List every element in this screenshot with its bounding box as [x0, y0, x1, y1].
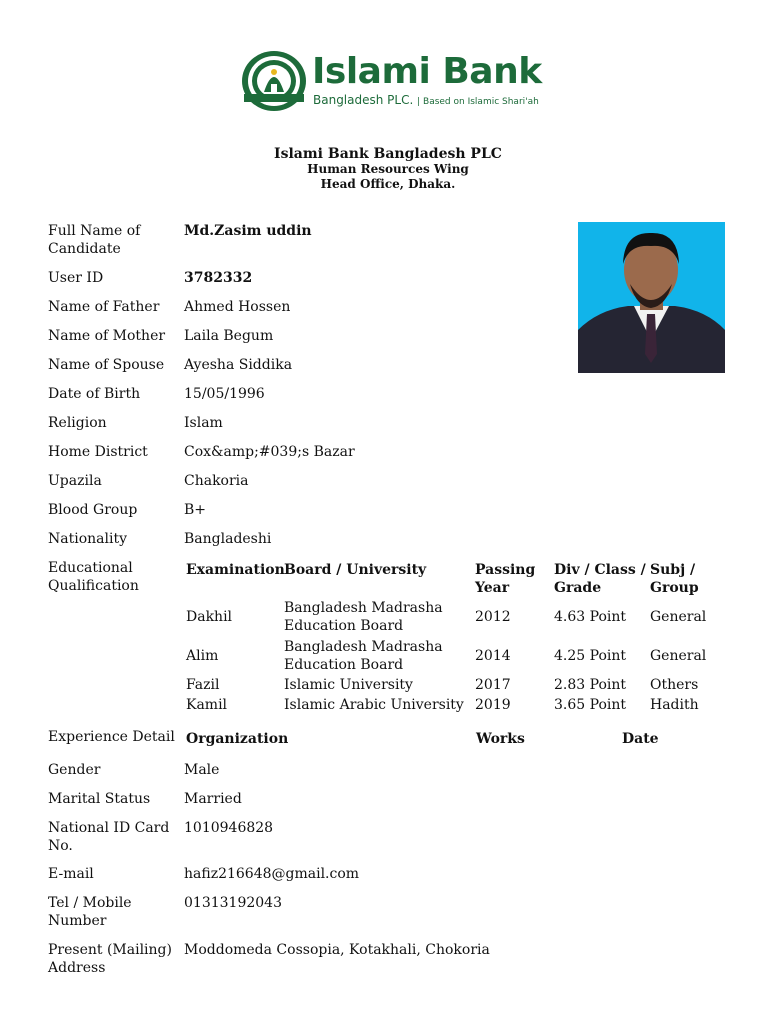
user-id-label: User ID	[48, 270, 104, 286]
user-id-value: 3782332	[184, 270, 253, 286]
upazila-value: Chakoria	[184, 473, 249, 489]
religion-label: Religion	[48, 415, 107, 431]
brand-tagline: | Based on Islamic Shari'ah	[417, 97, 539, 107]
edu-row-year: 2017	[475, 677, 511, 693]
nationality-label: Nationality	[48, 531, 127, 547]
edu-row-exam: Kamil	[186, 697, 228, 713]
brand-sub-text: Bangladesh PLC.	[313, 93, 414, 107]
edu-row-group: General	[650, 609, 707, 625]
edu-header-exam: Examination	[186, 562, 285, 578]
education-label: Educational Qualification	[48, 560, 139, 594]
spouse-name-value: Ayesha Siddika	[184, 357, 293, 373]
edu-row-year: 2012	[475, 609, 511, 625]
full-name-label: Full Name of Candidate	[48, 223, 141, 257]
home-district-value: Cox&amp;#039;s Bazar	[184, 444, 355, 460]
wing-title: Human Resources Wing	[307, 162, 469, 176]
dob-value: 15/05/1996	[184, 386, 265, 402]
blood-group-value: B+	[184, 502, 207, 518]
religion-value: Islam	[184, 415, 223, 431]
gender-value: Male	[184, 762, 220, 778]
nid-label: National ID Card No.	[48, 820, 170, 854]
edu-row-grade: 3.65 Point	[554, 697, 627, 713]
edu-row-board: Islamic Arabic University	[284, 697, 464, 713]
address-value: Moddomeda Cossopia, Kotakhali, Chokoria	[184, 942, 490, 958]
edu-row-grade: 4.63 Point	[554, 609, 627, 625]
exp-header-organization: Organization	[186, 731, 289, 747]
dob-label: Date of Birth	[48, 386, 141, 402]
edu-row-group: General	[650, 648, 707, 664]
edu-row-year: 2014	[475, 648, 511, 664]
edu-header-grade: Div / Class / Grade	[554, 562, 646, 596]
org-title: Islami Bank Bangladesh PLC	[274, 146, 502, 162]
edu-row-exam: Alim	[186, 648, 219, 664]
exp-header-works: Works	[476, 731, 525, 747]
office-title: Head Office, Dhaka.	[320, 177, 456, 191]
full-name-value: Md.Zasim uddin	[184, 223, 312, 239]
edu-header-board: Board / University	[284, 562, 427, 578]
edu-row-grade: 2.83 Point	[554, 677, 627, 693]
edu-row-group: Others	[650, 677, 699, 693]
brand-subtitle	[313, 92, 539, 110]
edu-row-group: Hadith	[650, 697, 699, 713]
blood-group-label: Blood Group	[48, 502, 138, 518]
edu-header-year: Passing Year	[475, 562, 536, 596]
edu-row-board: Bangladesh Madrasha Education Board	[284, 639, 443, 673]
mother-name-label: Name of Mother	[48, 328, 166, 344]
marital-status-value: Married	[184, 791, 242, 807]
mobile-value: 01313192043	[184, 895, 282, 911]
exp-header-date: Date	[622, 731, 659, 747]
edu-row-year: 2019	[475, 697, 511, 713]
candidate-photo	[578, 222, 725, 373]
bank-emblem-icon	[240, 48, 316, 114]
person-portrait-icon	[578, 222, 725, 373]
edu-row-board: Islamic University	[284, 677, 413, 693]
email-label: E-mail	[48, 866, 94, 882]
father-name-label: Name of Father	[48, 299, 160, 315]
marital-status-label: Marital Status	[48, 791, 151, 807]
mother-name-value: Laila Begum	[184, 328, 274, 344]
edu-row-exam: Dakhil	[186, 609, 233, 625]
gender-label: Gender	[48, 762, 101, 778]
upazila-label: Upazila	[48, 473, 102, 489]
nationality-value: Bangladeshi	[184, 531, 272, 547]
mobile-label: Tel / Mobile Number	[48, 895, 132, 929]
edu-row-board: Bangladesh Madrasha Education Board	[284, 600, 443, 634]
brand-name: Islami Bank	[312, 51, 542, 92]
edu-row-grade: 4.25 Point	[554, 648, 627, 664]
nid-value: 1010946828	[184, 820, 274, 836]
edu-row-exam: Fazil	[186, 677, 220, 693]
spouse-name-label: Name of Spouse	[48, 357, 165, 373]
edu-header-group: Subj / Group	[650, 562, 699, 596]
home-district-label: Home District	[48, 444, 148, 460]
address-label: Present (Mailing) Address	[48, 942, 172, 976]
experience-label: Experience Detail	[48, 729, 175, 745]
email-value: hafiz216648@gmail.com	[184, 866, 360, 882]
document-header	[0, 146, 768, 192]
father-name-value: Ahmed Hossen	[184, 299, 291, 315]
